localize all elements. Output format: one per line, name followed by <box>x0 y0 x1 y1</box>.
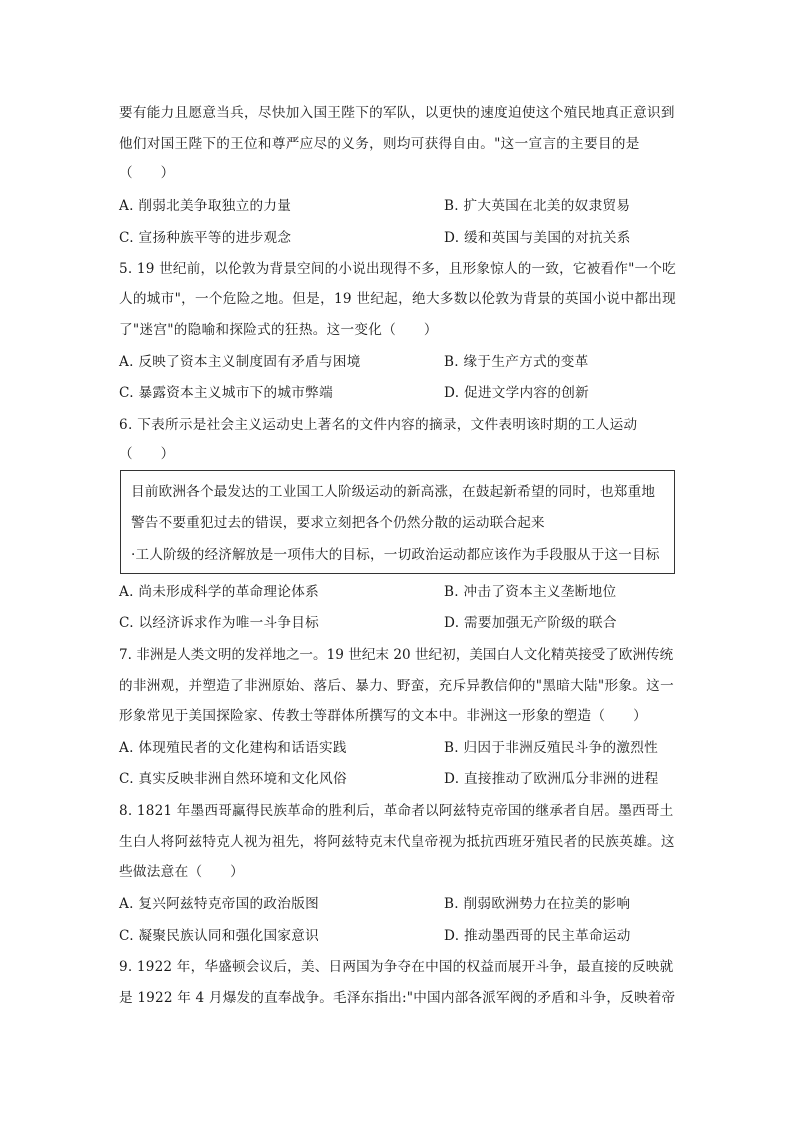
q8-stem-line-3: 些做法意在（ ） <box>119 864 245 880</box>
q7-stem-line-1: 7. 非洲是人类文明的发祥地之一。19 世纪末 20 世纪初，美国白人文化精英接受了欧洲传统 <box>119 647 674 663</box>
q7-option-d: D. 直接推动了欧洲瓜分非洲的进程 <box>444 771 659 787</box>
q4-stem-line-3: （ ） <box>119 165 175 181</box>
q8-option-a: A. 复兴阿兹特克帝国的政治版图 <box>119 896 319 912</box>
q5-stem-line-3: 了"迷宫"的隐喻和探险式的狂热。这一变化（ ） <box>119 322 438 338</box>
q4-option-a: A. 削弱北美争取独立的力量 <box>119 198 292 214</box>
q6-quote-line-3: ·工人阶级的经济解放是一项伟大的目标，一切政治运动都应该作为手段服从于这一目标 <box>131 547 660 563</box>
q6-stem-line-1: 6. 下表所示是社会主义运动史上著名的文件内容的摘录，文件表明该时期的工人运动 <box>119 417 638 433</box>
q8-stem-line-1: 8. 1821 年墨西哥赢得民族革命的胜利后，革命者以阿兹特克帝国的继承者自居。墨西哥土 <box>119 803 674 819</box>
q6-quote-line-2: 警告不要重犯过去的错误，要求立刻把各个仍然分散的运动联合起来 <box>131 515 545 531</box>
q7-stem-line-3: 形象常见于美国探险家、传教士等群体所撰写的文本中。非洲这一形象的塑造（ ） <box>119 708 647 724</box>
q5-stem-line-2: 人的城市"，一个危险之地。但是，19 世纪起，绝大多数以伦敦为背景的英国小说中都出现 <box>119 291 677 307</box>
q9-stem-line-2: 是 1922 年 4 月爆发的直奉战争。毛泽东指出:"中国内部各派军阀的矛盾和斗争，反映着帝 <box>119 990 676 1006</box>
q7-option-c: C. 真实反映非洲自然环境和文化风俗 <box>119 771 347 787</box>
q5-stem-line-1: 5. 19 世纪前，以伦敦为背景空间的小说出现得不多，且形象惊人的一致，它被看作"一个吃 <box>119 261 676 277</box>
q8-option-c: C. 凝聚民族认同和强化国家意识 <box>119 928 320 944</box>
q4-option-c: C. 宣扬种族平等的进步观念 <box>119 230 292 246</box>
q6-quote-line-1: 目前欧洲各个最发达的工业国工人阶级运动的新高涨，在鼓起新希望的同时，也郑重地 <box>131 484 656 500</box>
q4-stem-line-1: 要有能力且愿意当兵，尽快加入国王陛下的军队，以更快的速度迫使这个殖民地真正意识到 <box>119 105 675 121</box>
q6-option-b: B. 冲击了资本主义垄断地位 <box>444 584 617 600</box>
q6-quote-box <box>120 470 675 574</box>
q8-option-b: B. 削弱欧洲势力在拉美的影响 <box>444 896 631 912</box>
q6-option-d: D. 需要加强无产阶级的联合 <box>444 615 617 631</box>
q7-option-a: A. 体现殖民者的文化建构和话语实践 <box>119 740 347 756</box>
q8-option-d: D. 推动墨西哥的民主革命运动 <box>444 928 631 944</box>
q4-option-d: D. 缓和英国与美国的对抗关系 <box>444 230 631 246</box>
q8-stem-line-2: 生白人将阿兹特克人视为祖先，将阿兹特克末代皇帝视为抵抗西班牙殖民者的民族英雄。这 <box>119 834 675 850</box>
q5-option-c: C. 暴露资本主义城市下的城市弊端 <box>119 385 333 401</box>
q7-option-b: B. 归因于非洲反殖民斗争的激烈性 <box>444 740 659 756</box>
q6-option-a: A. 尚未形成科学的革命理论体系 <box>119 584 319 600</box>
q4-stem-line-2: 他们对国王陛下的王位和尊严应尽的义务，则均可获得自由。"这一宣言的主要目的是 <box>119 136 640 152</box>
q7-stem-line-2: 的非洲观，并塑造了非洲原始、落后、暴力、野蛮，充斥异教信仰的"黑暗大陆"形象。这一 <box>119 678 674 694</box>
q6-stem-line-2: （ ） <box>119 446 175 462</box>
q6-option-c: C. 以经济诉求作为唯一斗争目标 <box>119 615 320 631</box>
q5-option-b: B. 缘于生产方式的变革 <box>444 354 589 370</box>
q5-option-a: A. 反映了资本主义制度固有矛盾与困境 <box>119 354 361 370</box>
q4-option-b: B. 扩大英国在北美的奴隶贸易 <box>444 198 631 214</box>
q5-option-d: D. 促进文学内容的创新 <box>444 385 589 401</box>
q9-stem-line-1: 9. 1922 年，华盛顿会议后，美、日两国为争夺在中国的权益而展开斗争，最直接的反映就 <box>119 959 674 975</box>
